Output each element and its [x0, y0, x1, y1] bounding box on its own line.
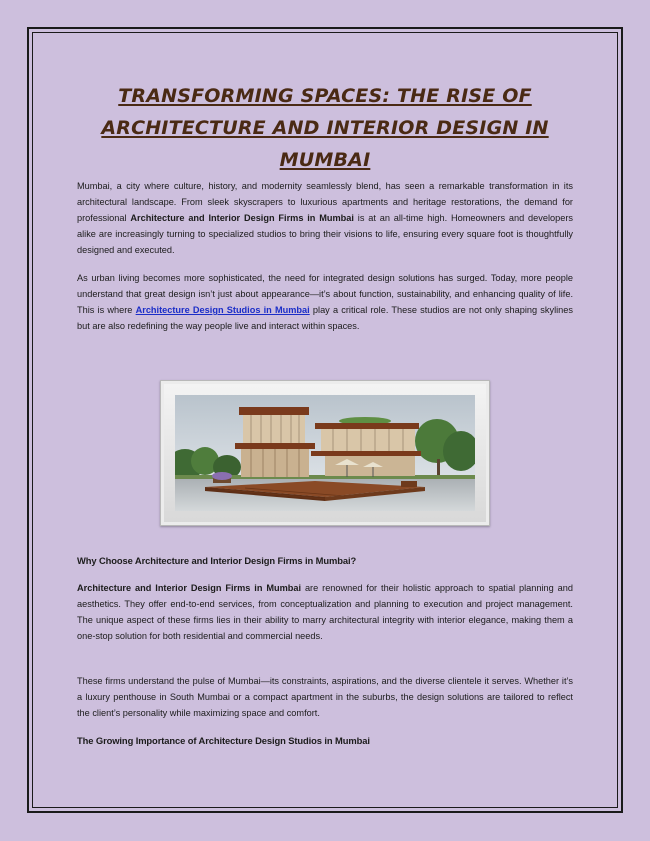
- intro-paragraph-2-text-b: play a critical role. These studios are not only shaping skylines but are also redefining the way people live and interact within spaces.: [77, 305, 573, 331]
- intro-paragraph-2: [77, 270, 573, 334]
- intro-paragraph-1-text-b: is at an all-time high. Homeowners and developers alike are increasingly turning to specialized studios to bring their visions to life, ensuring every square foot is thoughtfully designed and executed.: [77, 213, 573, 255]
- section-1-paragraph-1-bold: Architecture and Interior Design Firms in Mumbai: [77, 583, 302, 593]
- intro-paragraph-1-text-a: Mumbai, a city where culture, history, and modernity seamlessly blend, has seen a remarkable transformation in its architectural landscape. From sleek skyscrapers to luxurious apartments and heritage restorations, the demand for professional: [77, 181, 573, 223]
- intro-paragraph-1-bold: Architecture and Interior Design Firms in Mumbai: [130, 213, 354, 223]
- architecture-studios-link[interactable]: Architecture Design Studios in Mumbai: [135, 305, 310, 315]
- intro-paragraph-1: [77, 178, 573, 258]
- section-1-paragraph-2: These firms understand the pulse of Mumbai—its constraints, aspirations, and the diverse clientele it serves. Whether it’s a luxury penthouse in South Mumbai or a compact apartment in the suburbs, the design solutions are tailored to reflect the client’s personality while maximizing space and comfort.: [77, 676, 573, 718]
- section-1-paragraph-1-text: are renowned for their holistic approach to spatial planning and aesthetics. They offer end-to-end services, from conceptualization and planning to execution and project management. The unique aspect of these firms lies in their ability to marry architectural integrity with interior elegance, making them a one-stop solution for both residential and commercial needs.: [77, 583, 573, 641]
- section-heading-growing-importance: The Growing Importance of Architecture Design Studios in Mumbai: [77, 735, 370, 746]
- intro-paragraph-2-text-a: As urban living becomes more sophisticated, the need for integrated design solutions has surged. Today, more people understand that great design isn’t just about appearance—it’s about function, sustainability, and enhancing quality of life. This is where: [77, 273, 573, 315]
- document-title: TRANSFORMING SPACES: THE RISE OF ARCHITECTURE AND INTERIOR DESIGN IN MUMBAI: [101, 85, 549, 171]
- section-heading-why-choose: Why Choose Architecture and Interior Design Firms in Mumbai?: [77, 555, 357, 566]
- section-1-paragraph-1: [77, 580, 573, 644]
- architecture-building-image: [175, 395, 475, 511]
- architecture-photo-frame: [160, 380, 490, 526]
